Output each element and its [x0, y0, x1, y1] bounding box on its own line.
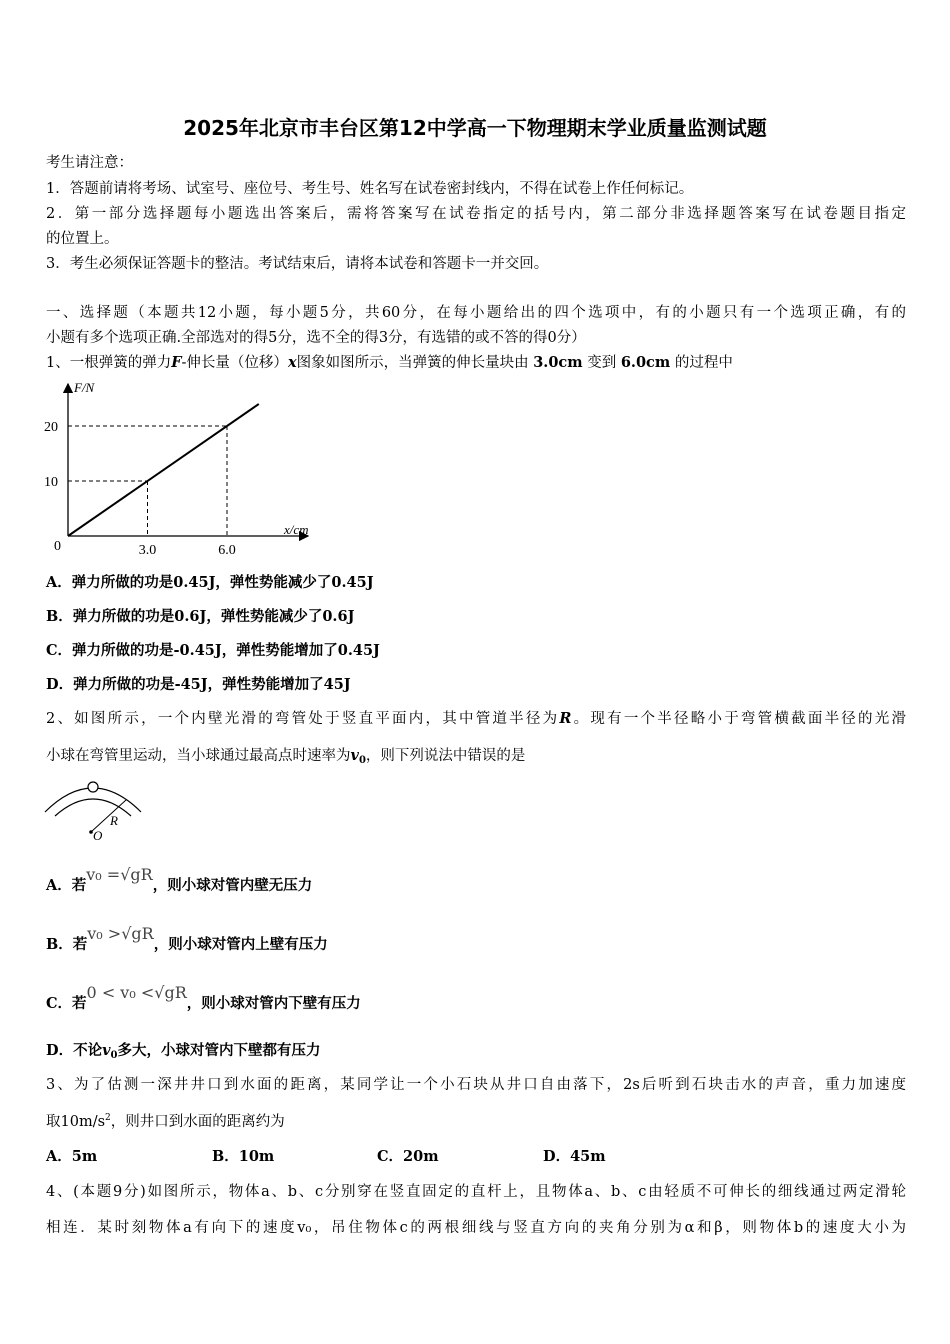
y-tick-label-20: 20 — [44, 420, 58, 435]
y-axis-label: F/N — [74, 380, 95, 395]
q3-option-c[interactable]: C．20m — [377, 1148, 439, 1165]
q3-stem-part: ，则井口到水面的距离约为 — [110, 1114, 285, 1130]
q2-option-b[interactable] — [46, 924, 328, 954]
q2-bent-tube-figure — [40, 778, 150, 842]
q3-stem-superscript: 2 — [105, 1113, 111, 1123]
q2-stem-part: ，则下列说法中错误的是 — [365, 748, 526, 764]
q1-stem-symbol-f: F — [171, 354, 182, 371]
q3-stem-line-1: 3、为了估测一深井井口到水面的距离，某同学让一个小石块从井口自由落下，2s后听到石块击水的声音，重力加速度 — [46, 1077, 906, 1093]
q2-option-c-lead: C．若 — [46, 995, 87, 1012]
x-tick-label-6: 6.0 — [218, 543, 236, 558]
q1-option-b[interactable]: B．弹力所做的功是0.6J，弹性势能减少了0.6J — [46, 608, 355, 625]
origin-label: 0 — [54, 539, 61, 554]
tube-inner-wall — [55, 799, 131, 816]
q1-stem-part: 的过程中 — [674, 355, 733, 371]
q2-option-d-symbol: v — [102, 1042, 111, 1059]
notice-item-2-cont: 的位置上。 — [46, 231, 119, 247]
q1-option-a[interactable]: A．弹力所做的功是0.45J，弹性势能减少了0.45J — [46, 574, 374, 591]
q2-option-d-tail: 多大，小球对管内下壁都有压力 — [117, 1042, 321, 1059]
q3-option-b[interactable]: B．10m — [212, 1148, 275, 1165]
q2-stem-part: 2、如图所示，一个内壁光滑的弯管处于竖直平面内，其中管道半径为 — [46, 711, 560, 727]
q4-stem-line-2: 相连．某时刻物体a有向下的速度v₀，吊住物体c的两根细线与竖直方向的夹角分别为α和β，则物体b的速度大小为 — [46, 1220, 906, 1236]
q2-stem-symbol-v: v — [350, 747, 359, 764]
q2-option-d-subscript: 0 — [110, 1050, 118, 1061]
q2-option-b-lead: B．若 — [46, 936, 88, 953]
notice-heading: 考生请注意： — [46, 155, 133, 171]
q2-stem-subscript: 0 — [358, 755, 366, 766]
notice-item-1: 1．答题前请将考场、试室号、座位号、考生号、姓名写在试卷密封线内，不得在试卷上作任何标记。 — [46, 181, 694, 197]
q2-stem-part: 。现有一个半径略小于弯管横截面半径的光滑 — [571, 711, 906, 727]
q2-option-b-tail: ，则小球对管内上壁有压力 — [153, 936, 328, 953]
q3-stem-line-2 — [46, 1110, 285, 1131]
q2-option-c-formula: 0 < v₀ <√gR — [86, 983, 187, 1002]
page-title: 2025年北京市丰台区第12中学高一下物理期末学业质量监测试题 — [183, 116, 767, 140]
q1-option-c[interactable]: C．弹力所做的功是-0.45J，弹性势能增加了0.45J — [46, 642, 380, 659]
q2-option-c-tail: ，则小球对管内下壁有压力 — [186, 995, 361, 1012]
q2-stem-line-2 — [46, 744, 525, 766]
q3-option-a[interactable]: A．5m — [46, 1148, 98, 1165]
q1-stem-value-1: 3.0cm — [533, 354, 583, 371]
q4-stem-line-1: 4、(本题9分)如图所示，物体a、b、c分别穿在竖直固定的直杆上，且物体a、b、c由轻质不可伸长的细线通过两定滑轮 — [46, 1184, 906, 1200]
q2-option-a-tail: ，则小球对管内壁无压力 — [152, 877, 313, 894]
y-tick-label-10: 10 — [44, 475, 58, 490]
q1-stem — [46, 351, 733, 372]
ball — [88, 782, 98, 792]
section-heading-line-1: 一、选择题（本题共12小题，每小题5分，共60分，在每小题给出的四个选项中，有的小题只有一个选项正确，有的 — [46, 305, 906, 321]
q3-stem-part: 取10m/s — [46, 1114, 106, 1130]
radius-label: R — [110, 813, 118, 828]
q1-stem-part: 变到 — [587, 355, 617, 371]
q2-option-d-lead: D．不论 — [46, 1042, 103, 1059]
q1-stem-symbol-x: x — [287, 354, 297, 371]
q2-stem-symbol-r: R — [559, 710, 572, 727]
q1-stem-part: 图象如图所示，当弹簧的伸长量块由 — [296, 355, 529, 371]
q2-option-a-formula: v₀ =√gR — [86, 865, 153, 884]
center-label: O — [93, 828, 103, 842]
q2-stem-part: 小球在弯管里运动，当小球通过最高点时速率为 — [46, 748, 351, 764]
notice-item-2: 2．第一部分选择题每小题选出答案后，需将答案写在试卷指定的括号内，第二部分非选择题答案写在试卷题目指定 — [46, 206, 906, 222]
data-line — [68, 404, 259, 536]
x-tick-label-3: 3.0 — [138, 543, 157, 558]
q2-option-a[interactable] — [46, 865, 313, 895]
q1-stem-part: 1、一根弹簧的弹力 — [46, 355, 172, 371]
q1-option-d[interactable]: D．弹力所做的功是-45J，弹性势能增加了45J — [46, 676, 351, 693]
q3-option-d[interactable]: D．45m — [543, 1148, 606, 1165]
q1-stem-part: -伸长量（位移） — [181, 355, 288, 371]
section-heading-line-2: 小题有多个选项正确.全部选对的得5分，选不全的得3分，有选错的或不答的得0分） — [46, 330, 586, 346]
q2-stem-line-1 — [46, 707, 906, 728]
q1-force-extension-chart — [40, 372, 330, 562]
notice-item-3: 3．考生必须保证答题卡的整洁。考试结束后，请将本试卷和答题卡一并交回。 — [46, 256, 549, 272]
q2-option-d[interactable] — [46, 1039, 320, 1061]
q2-option-a-lead: A．若 — [46, 877, 87, 894]
x-axis-label: x/cm — [284, 522, 309, 537]
q1-stem-value-2: 6.0cm — [620, 354, 671, 371]
q2-option-c[interactable] — [46, 983, 361, 1013]
q2-option-b-formula: v₀ >√gR — [87, 924, 154, 943]
